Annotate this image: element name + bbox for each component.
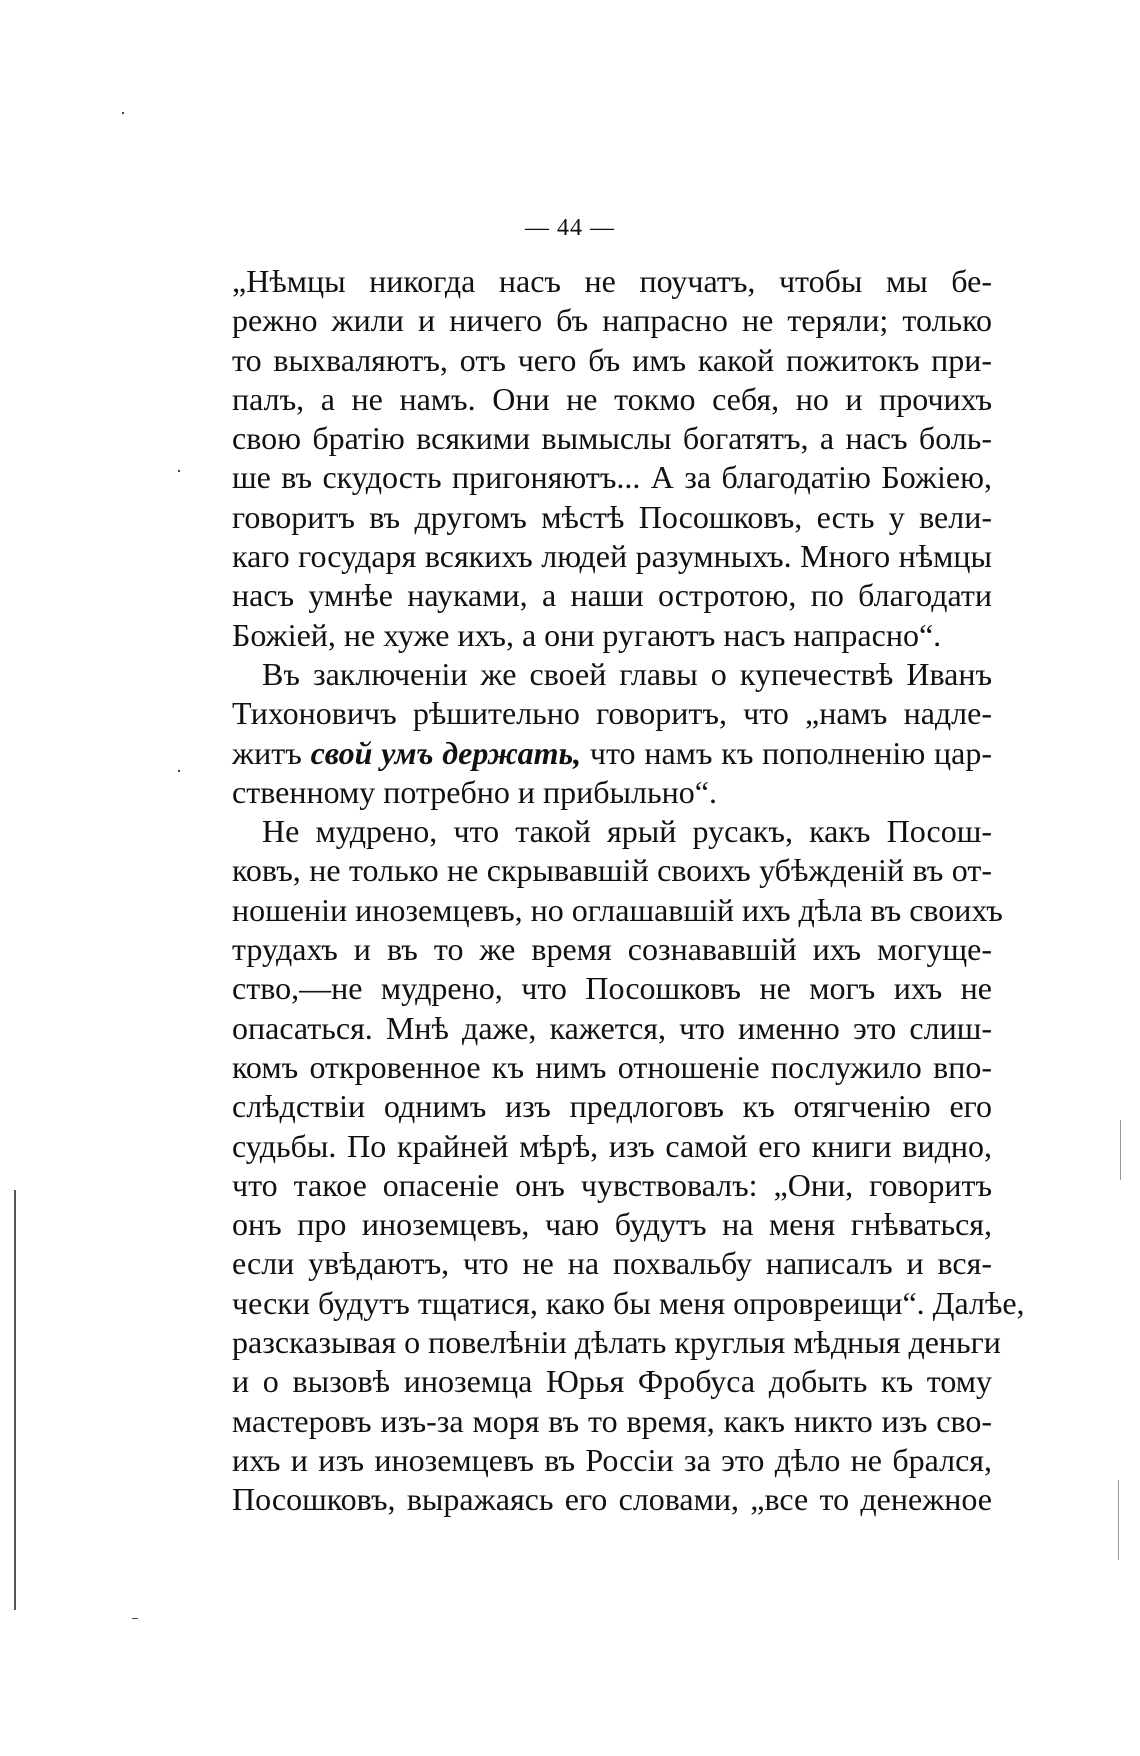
text-line: режно жили и ничего бъ напрасно не теряли; только <box>232 302 992 339</box>
text-line: Божіей, не хуже ихъ, а они ругаютъ насъ напрасно“. <box>232 616 942 653</box>
text-line: опасаться. Мнѣ даже, кажется, что именно это слиш- <box>232 1009 992 1046</box>
text-line: „Нѣмцы никогда насъ не поучатъ, чтобы мы бе- <box>232 263 992 299</box>
text-line: комъ откровенное къ нимъ отношеніе послужило впо- <box>232 1048 992 1085</box>
text-line: то выхваляютъ, отъ чего бъ имъ какой пожитокъ при- <box>232 341 992 378</box>
text-line: ношеніи иноземцевъ, но оглашавшій ихъ дѣла въ своихъ <box>232 891 1003 928</box>
text-line-with-emphasis <box>232 734 992 773</box>
text-line: ихъ и изъ иноземцевъ въ Россіи за это дѣло не брался, <box>232 1441 992 1478</box>
emphasized-phrase: свой умъ держать, <box>310 734 582 771</box>
text-line: ственному потребно и прибыльно“. <box>232 773 717 810</box>
text-line: разсказывая о повелѣніи дѣлать круглыя мѣдныя деньги <box>232 1324 1001 1361</box>
text-line: чески будутъ тщатися, како бы меня опровреищи“. Далѣе, <box>232 1284 1025 1321</box>
text-line: каго государя всякихъ людей разумныхъ. Много нѣмцы <box>232 538 992 575</box>
text-line: ковъ, не только не скрывавшій своихъ убѣжденій въ от- <box>232 852 992 889</box>
scan-dot-mark <box>122 112 124 114</box>
scan-edge-mark <box>1118 1480 1119 1560</box>
scan-dot-mark <box>178 470 180 472</box>
text-line: Тихоновичъ рѣшительно говоритъ, что „намъ надле- <box>232 695 992 732</box>
scan-edge-mark <box>1120 1120 1121 1180</box>
text-line: судьбы. По крайней мѣрѣ, изъ самой его книги видно, <box>232 1127 992 1164</box>
text-line: если увѣдаютъ, что не на похвальбу написалъ и вся- <box>232 1245 992 1282</box>
scan-edge-mark <box>14 1190 16 1610</box>
page-number: — 44 — <box>525 215 615 241</box>
text-line: насъ умнѣе науками, а наши остротою, по благодати <box>232 577 992 614</box>
text-segment: житъ <box>232 734 311 771</box>
scan-dash-mark <box>132 1618 138 1619</box>
text-line: онъ про иноземцевъ, чаю будутъ на меня гнѣваться, <box>232 1206 992 1243</box>
text-line: что такое опасеніе онъ чувствовалъ: „Они, говоритъ <box>232 1166 992 1203</box>
text-line: слѣдствіи однимъ изъ предлоговъ къ отягченію его <box>232 1088 992 1125</box>
text-line: свою братію всякими вымыслы богатятъ, а насъ боль- <box>232 420 992 457</box>
text-line: ше въ скудость пригоняютъ... А за благодатію Божіею, <box>232 459 992 496</box>
text-line: мастеровъ изъ-за моря въ то время, какъ никто изъ сво- <box>232 1402 992 1439</box>
body-text <box>232 262 1025 1520</box>
text-line: трудахъ и въ то же время сознававшій ихъ могуще- <box>232 931 992 968</box>
text-line: палъ, а не намъ. Они не токмо себя, но и прочихъ <box>232 380 992 417</box>
text-segment: что намъ къ пополненію цар- <box>581 734 993 771</box>
text-line: говоритъ въ другомъ мѣстѣ Посошковъ, есть у вели- <box>232 498 992 535</box>
text-line: Не мудрено, что такой ярый русакъ, какъ Посош- <box>262 813 992 850</box>
scan-dot-mark <box>178 770 180 772</box>
text-line: Въ заключеніи же своей главы о купечествѣ Иванъ <box>262 655 992 692</box>
text-line: и о вызовѣ иноземца Юрья Фробуса добыть къ тому <box>232 1363 992 1400</box>
text-line: Посошковъ, выражаясь его словами, „все то денежное <box>232 1481 992 1518</box>
text-line: ство,—не мудрено, что Посошковъ не могъ ихъ не <box>232 970 992 1007</box>
